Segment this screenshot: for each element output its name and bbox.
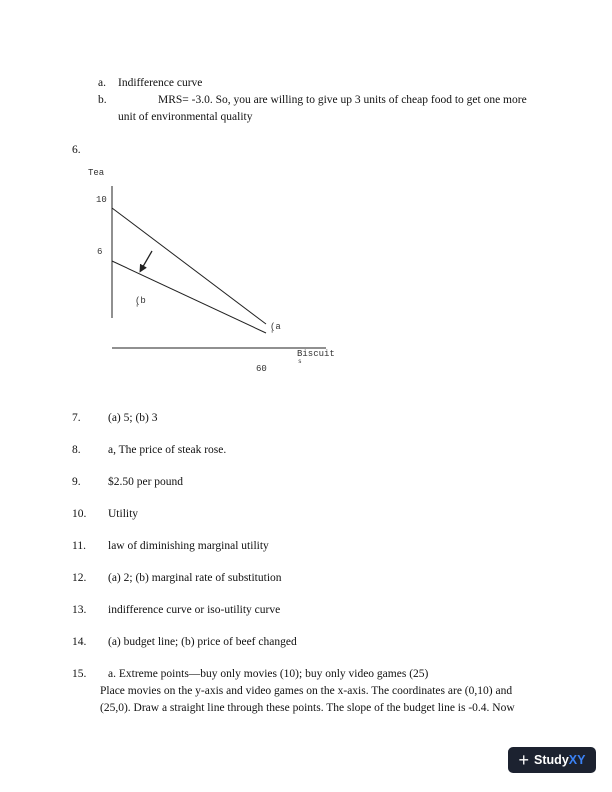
badge-text-accent: XY [568,753,586,767]
item-5b-text: MRS= -3.0. So, you are willing to give up 3 units of cheap food to get one more [158,94,527,106]
item-5b-text-cont: unit of environmental quality [118,111,253,123]
answer-number: 7. [72,412,81,424]
answer-text: (a) budget line; (b) price of beef changed [108,636,297,648]
answer-text: a, The price of steak rose. [108,444,227,456]
answer-number: 13. [72,604,87,616]
label-b: (b [135,296,146,306]
question-6-number: 6. [72,144,81,156]
answer-15-continuation-line-1: Place movies on the y-axis and video games on the x-axis. The coordinates are (0,10) and [100,685,513,697]
badge-text-main: Study [534,753,569,767]
label-a: (a [270,322,281,332]
answer-text: (a) 5; (b) 3 [108,412,158,424]
x-axis-label: Biscuit [297,349,335,359]
y-tick-10: 10 [96,195,107,205]
answer-number: 9. [72,476,81,488]
answer-number: 15. [72,668,87,680]
answer-number: 8. [72,444,81,456]
answer-15-continuation-line-2: (25,0). Draw a straight line through these points. The slope of the budget line is -0.4. Now [100,702,515,714]
answer-number: 10. [72,508,87,520]
answer-text: Utility [108,508,139,520]
y-tick-6: 6 [97,247,103,257]
answer-number: 11. [72,540,86,552]
x-tick-60: 60 [256,364,267,374]
studyxy-badge[interactable] [508,747,596,773]
y-axis-label: Tea [88,168,105,178]
x-axis-label-tail: s [298,358,302,365]
answer-text: indifference curve or iso-utility curve [108,604,281,616]
label-b-mark: ' [135,305,140,313]
shift-arrow-icon [141,251,152,270]
answer-text: $2.50 per pound [108,476,184,488]
answer-text: (a) 2; (b) marginal rate of substitution [108,572,282,584]
label-a-mark: ' [270,331,275,339]
item-5a-marker: a. [98,77,106,89]
plus-icon: + [518,750,530,770]
answer-text: a. Extreme points—buy only movies (10); buy only video games (25) [108,668,429,680]
item-5b-marker: b. [98,94,107,106]
answer-number: 14. [72,636,87,648]
answer-number: 12. [72,572,87,584]
item-5a-text: Indifference curve [118,77,203,89]
answer-text: law of diminishing marginal utility [108,540,269,552]
